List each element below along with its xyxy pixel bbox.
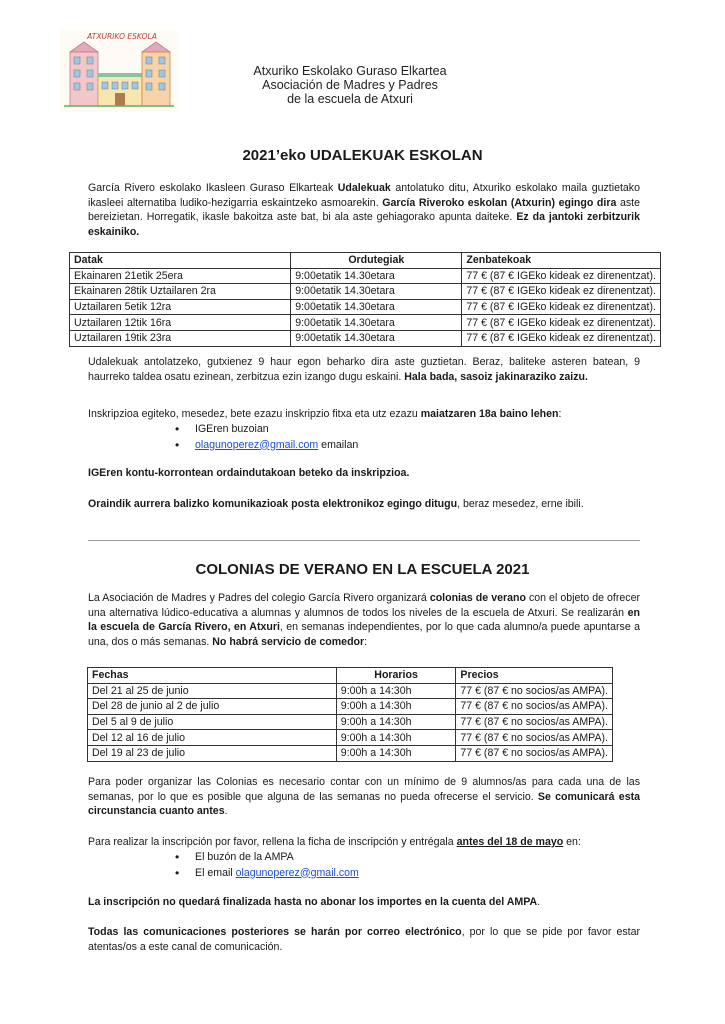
table-row: Del 19 al 23 de julio 9:00h a 14:30h 77 € (87 € no socios/as AMPA). [88, 745, 613, 761]
es-schedule-table [87, 667, 613, 762]
eu-schedule-table [69, 252, 661, 347]
list-item: • olagunoperez@gmail.com emailan [175, 438, 358, 454]
list-item: • El buzón de la AMPA [175, 850, 359, 866]
eu-communications-note: Oraindik aurrera balizko komunikazioak posta elektronikoz egingo ditugu, beraz mesedez, erne ibili. [88, 498, 584, 510]
email-link[interactable]: olagunoperez@gmail.com [195, 438, 319, 451]
org-line-2: Asociación de Madres y Padres [262, 78, 438, 92]
org-line-3: de la escuela de Atxuri [287, 92, 413, 106]
table-row: Ekainaren 28tik Uztailaren 2ra 9:00etatik 14.30etara 77 € (87 € IGEko kideak ez direnentzat). [70, 284, 661, 300]
table-row: Del 12 al 16 de julio 9:00h a 14:30h 77 € (87 € no socios/as AMPA). [88, 730, 613, 746]
eu-registration: Inskripzioa egiteko, mesedez, bete ezazu inskripzio fitxa eta utz ezazu maiatzaren 18a baino lehen: [88, 408, 562, 420]
email-link[interactable]: olagunoperez@gmail.com [235, 866, 359, 879]
school-logo [60, 30, 178, 112]
table-row: Del 28 de junio al 2 de julio 9:00h a 14:30h 77 € (87 € no socios/as AMPA). [88, 699, 613, 715]
list-item: • El email olagunoperez@gmail.com [175, 866, 359, 882]
list-item: • IGEren buzoian [175, 422, 358, 438]
table-row: Uztailaren 19tik 23ra 9:00etatik 14.30etara 77 € (87 € IGEko kideak ez direnentzat). [70, 330, 661, 346]
table-header-row: Datak Ordutegiak Zenbatekoak [70, 253, 661, 269]
es-channels-list [175, 850, 359, 881]
eu-intro: García Rivero eskolako Ikasleen Guraso Elkarteak Udalekuak antolatuko ditu, Atxuriko eskolako maila guztietako ikasleei alternatiba ludiko-hezigarria eskaintzeko asmoarekin. García Riveroko eskolan (Atxurin) egingo dira aste bereizietan. Horregatik, ikasle bakoitza aste bat, bi ala aste gehiagorako apunta daiteke. Ez da jantoki zerbitzurik eskainiko. [88, 182, 640, 238]
table-row: Ekainaren 21etik 25era 9:00etatik 14.30etara 77 € (87 € IGEko kideak ez direnentzat). [70, 268, 661, 284]
eu-minimum-note: Udalekuak antolatzeko, gutxienez 9 haur egon beharko dira aste guztietan. Beraz, baliteke asteren batean, 9 haurreko taldea osatu ezinean, zerbitzua ezin izango dugu eskaini. Hala bada, sasoiz jakinaraziko zaizu. [88, 356, 640, 383]
es-minimum-note: Para poder organizar las Colonias es necesario contar con un mínimo de 9 alumnos/as para cada una de las semanas, por lo que es posible que alguna de las semanas no pueda ofrecerse el servicio. Se comunicará esta circunstancia cuanto antes. [88, 776, 641, 818]
organization-name [230, 64, 470, 106]
es-intro: La Asociación de Madres y Padres del colegio García Rivero organizará colonias de verano con el objeto de ofrecer una alternativa lúdico-educativa a alumnas y alumnos de todos los niveles de la escuela de Atxuri. Se realizarán en la escuela de García Rivero, en Atxuri, en semanas independientes, por lo que cada alumno/a puede apuntarse a una, dos o más semanas. No habrá servicio de comedor: [88, 592, 640, 648]
section-divider [88, 540, 640, 541]
es-registration: Para realizar la inscripción por favor, rellena la ficha de inscripción y entrégala antes del 18 de mayo en: [88, 836, 581, 848]
table-row: Uztailaren 5etik 12ra 9:00etatik 14.30etara 77 € (87 € IGEko kideak ez direnentzat). [70, 299, 661, 315]
table-row: Uztailaren 12tik 16ra 9:00etatik 14.30etara 77 € (87 € IGEko kideak ez direnentzat). [70, 315, 661, 331]
logo-text: ATXURIKO ESKOLA [87, 32, 157, 41]
es-payment-note: La inscripción no quedará finalizada hasta no abonar los importes en la cuenta del AMPA. [88, 896, 541, 908]
org-line-1: Atxuriko Eskolako Guraso Elkartea [253, 64, 447, 78]
es-communications-note: Todas las comunicaciones posteriores se harán por correo electrónico, por lo que se pide por favor estar atentas/os a este canal de comunicación. [88, 926, 640, 953]
eu-channels-list [175, 422, 358, 453]
table-row: Del 5 al 9 de julio 9:00h a 14:30h 77 € (87 € no socios/as AMPA). [88, 714, 613, 730]
eu-title: 2021’eko UDALEKUAK ESKOLAN [242, 147, 483, 164]
es-title: COLONIAS DE VERANO EN LA ESCUELA 2021 [195, 561, 530, 578]
table-header-row: Fechas Horarios Precios [88, 668, 613, 684]
eu-payment-note: IGEren kontu-korrontean ordaindutakoan beteko da inskripzioa. [88, 467, 410, 479]
table-row: Del 21 al 25 de junio 9:00h a 14:30h 77 € (87 € no socios/as AMPA). [88, 683, 613, 699]
